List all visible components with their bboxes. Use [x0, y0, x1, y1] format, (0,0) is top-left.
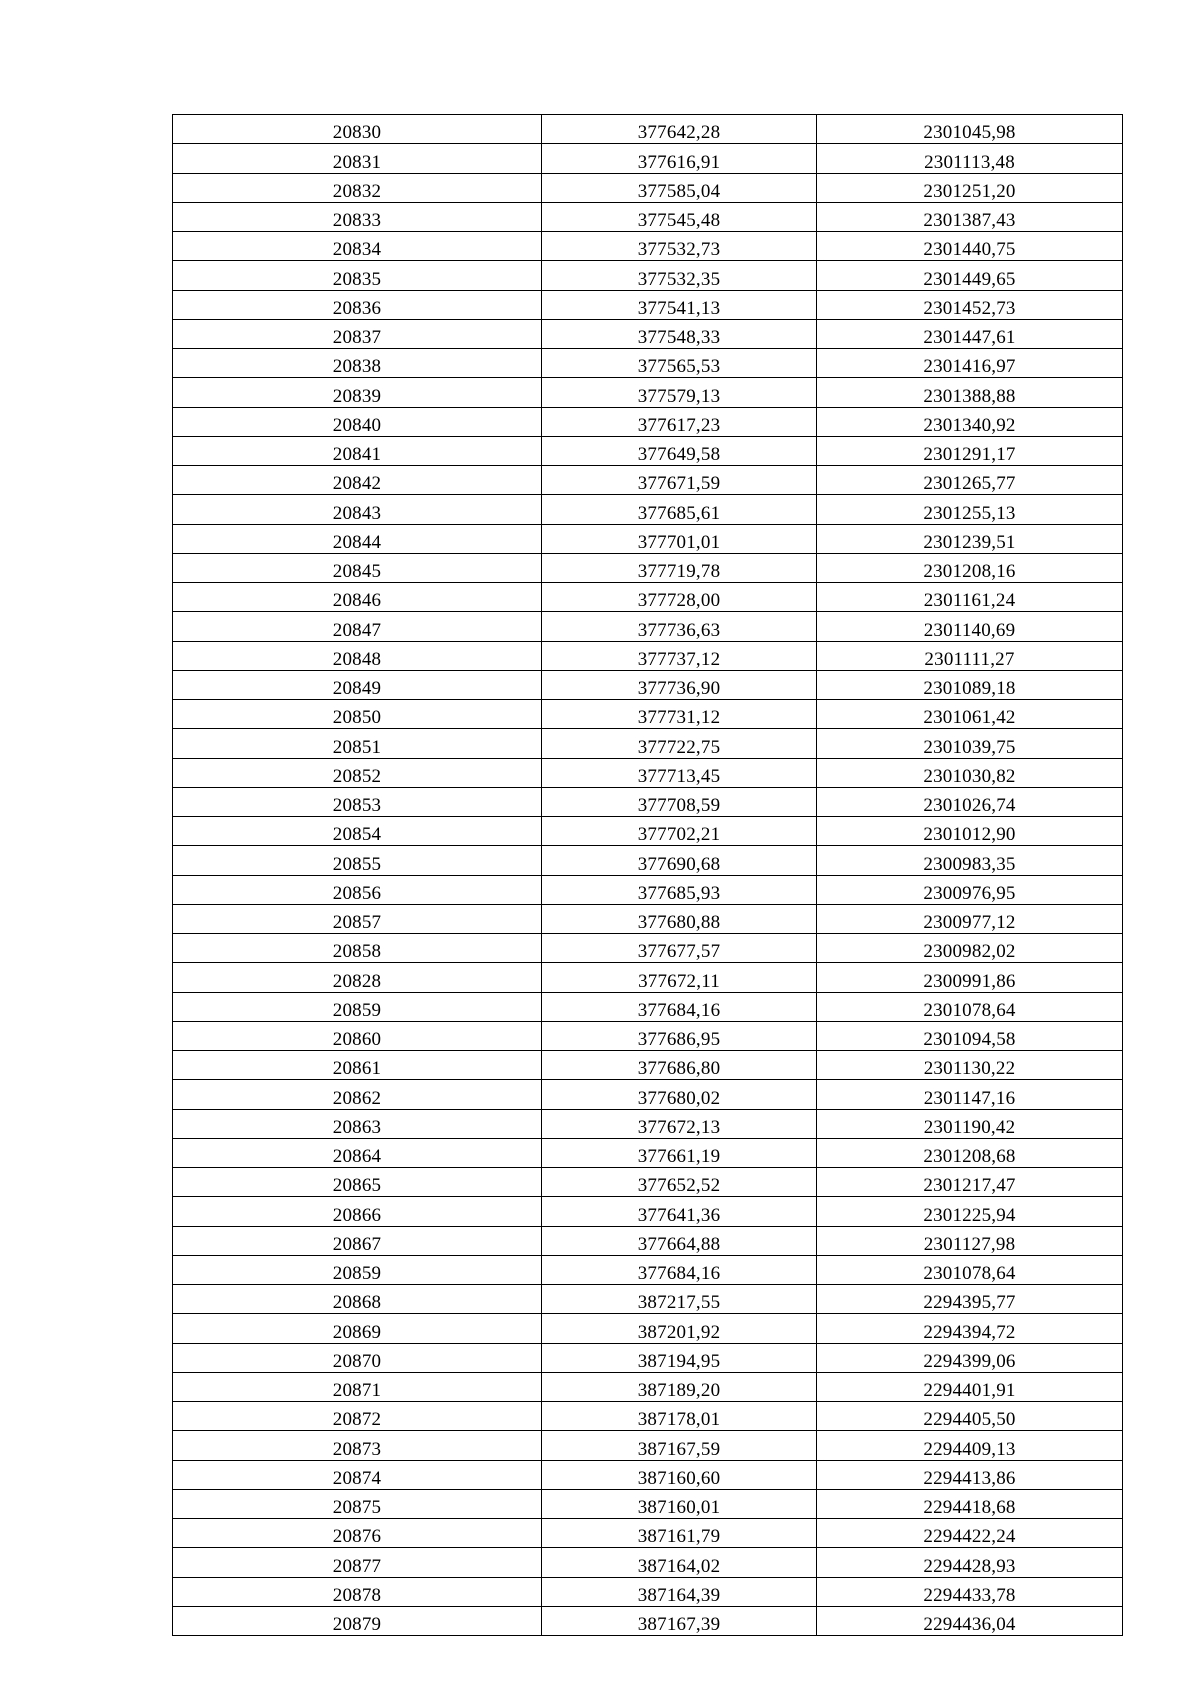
table-row: [173, 583, 1123, 612]
table-row: [173, 1402, 1123, 1431]
point-number-cell: 20830: [173, 115, 542, 144]
point-number-cell: 20853: [173, 787, 542, 816]
x-coordinate-cell: 377680,88: [542, 904, 817, 933]
y-coordinate-cell: 2300976,95: [817, 875, 1123, 904]
point-number-cell: 20832: [173, 173, 542, 202]
point-number-cell: 20843: [173, 495, 542, 524]
y-coordinate-cell: 2294409,13: [817, 1431, 1123, 1460]
table-row: [173, 1489, 1123, 1518]
point-number-cell: 20876: [173, 1519, 542, 1548]
y-coordinate-cell: 2301089,18: [817, 670, 1123, 699]
point-number-cell: 20868: [173, 1285, 542, 1314]
table-row: [173, 261, 1123, 290]
table-row: [173, 1372, 1123, 1401]
point-number-cell: 20871: [173, 1372, 542, 1401]
table-row: [173, 436, 1123, 465]
x-coordinate-cell: 377649,58: [542, 436, 817, 465]
point-number-cell: 20859: [173, 1255, 542, 1284]
table-row: [173, 1080, 1123, 1109]
point-number-cell: 20866: [173, 1197, 542, 1226]
y-coordinate-cell: 2301452,73: [817, 290, 1123, 319]
x-coordinate-cell: 377686,95: [542, 1021, 817, 1050]
y-coordinate-cell: 2301127,98: [817, 1226, 1123, 1255]
x-coordinate-cell: 377641,36: [542, 1197, 817, 1226]
table-row: [173, 817, 1123, 846]
table-row: [173, 992, 1123, 1021]
y-coordinate-cell: 2294399,06: [817, 1343, 1123, 1372]
x-coordinate-cell: 387160,60: [542, 1460, 817, 1489]
y-coordinate-cell: 2300982,02: [817, 934, 1123, 963]
table-row: [173, 1226, 1123, 1255]
y-coordinate-cell: 2301012,90: [817, 817, 1123, 846]
table-row: [173, 495, 1123, 524]
x-coordinate-cell: 377680,02: [542, 1080, 817, 1109]
point-number-cell: 20839: [173, 378, 542, 407]
y-coordinate-cell: 2301255,13: [817, 495, 1123, 524]
x-coordinate-cell: 377617,23: [542, 407, 817, 436]
table-row: [173, 349, 1123, 378]
table-row: [173, 173, 1123, 202]
y-coordinate-cell: 2301208,16: [817, 553, 1123, 582]
x-coordinate-cell: 377684,16: [542, 1255, 817, 1284]
point-number-cell: 20865: [173, 1168, 542, 1197]
table-row: [173, 290, 1123, 319]
x-coordinate-cell: 377685,93: [542, 875, 817, 904]
table-row: [173, 407, 1123, 436]
table-row: [173, 1255, 1123, 1284]
point-number-cell: 20835: [173, 261, 542, 290]
point-number-cell: 20875: [173, 1489, 542, 1518]
table-row: [173, 1021, 1123, 1050]
x-coordinate-cell: 377565,53: [542, 349, 817, 378]
table-row: [173, 934, 1123, 963]
y-coordinate-cell: 2294395,77: [817, 1285, 1123, 1314]
table-row: [173, 553, 1123, 582]
point-number-cell: 20877: [173, 1548, 542, 1577]
table-row: [173, 1168, 1123, 1197]
table-row: [173, 319, 1123, 348]
x-coordinate-cell: 377737,12: [542, 641, 817, 670]
y-coordinate-cell: 2294422,24: [817, 1519, 1123, 1548]
point-number-cell: 20844: [173, 524, 542, 553]
x-coordinate-cell: 377713,45: [542, 758, 817, 787]
point-number-cell: 20878: [173, 1577, 542, 1606]
y-coordinate-cell: 2294418,68: [817, 1489, 1123, 1518]
y-coordinate-cell: 2301045,98: [817, 115, 1123, 144]
y-coordinate-cell: 2301449,65: [817, 261, 1123, 290]
x-coordinate-cell: 377702,21: [542, 817, 817, 846]
table-row: [173, 729, 1123, 758]
table-row: [173, 1519, 1123, 1548]
x-coordinate-cell: 387167,59: [542, 1431, 817, 1460]
y-coordinate-cell: 2301078,64: [817, 1255, 1123, 1284]
y-coordinate-cell: 2301217,47: [817, 1168, 1123, 1197]
table-row: [173, 232, 1123, 261]
y-coordinate-cell: 2301113,48: [817, 144, 1123, 173]
table-row: [173, 1577, 1123, 1606]
point-number-cell: 20854: [173, 817, 542, 846]
x-coordinate-cell: 377642,28: [542, 115, 817, 144]
table-row: [173, 1197, 1123, 1226]
point-number-cell: 20863: [173, 1109, 542, 1138]
x-coordinate-cell: 377722,75: [542, 729, 817, 758]
y-coordinate-cell: 2294433,78: [817, 1577, 1123, 1606]
x-coordinate-cell: 377686,80: [542, 1051, 817, 1080]
point-number-cell: 20862: [173, 1080, 542, 1109]
table-row: [173, 963, 1123, 992]
table-row: [173, 378, 1123, 407]
point-number-cell: 20833: [173, 202, 542, 231]
table-row: [173, 612, 1123, 641]
y-coordinate-cell: 2301447,61: [817, 319, 1123, 348]
point-number-cell: 20840: [173, 407, 542, 436]
table-row: [173, 144, 1123, 173]
table-row: [173, 115, 1123, 144]
table-row: [173, 1051, 1123, 1080]
y-coordinate-cell: 2301026,74: [817, 787, 1123, 816]
x-coordinate-cell: 377541,13: [542, 290, 817, 319]
x-coordinate-cell: 377532,73: [542, 232, 817, 261]
y-coordinate-cell: 2294428,93: [817, 1548, 1123, 1577]
point-number-cell: 20859: [173, 992, 542, 1021]
y-coordinate-cell: 2301147,16: [817, 1080, 1123, 1109]
x-coordinate-cell: 377719,78: [542, 553, 817, 582]
y-coordinate-cell: 2301251,20: [817, 173, 1123, 202]
y-coordinate-cell: 2301239,51: [817, 524, 1123, 553]
table-row: [173, 466, 1123, 495]
x-coordinate-cell: 377728,00: [542, 583, 817, 612]
x-coordinate-cell: 387161,79: [542, 1519, 817, 1548]
point-number-cell: 20845: [173, 553, 542, 582]
x-coordinate-cell: 377652,52: [542, 1168, 817, 1197]
table-row: [173, 846, 1123, 875]
y-coordinate-cell: 2301130,22: [817, 1051, 1123, 1080]
y-coordinate-cell: 2301388,88: [817, 378, 1123, 407]
x-coordinate-cell: 377548,33: [542, 319, 817, 348]
point-number-cell: 20850: [173, 700, 542, 729]
x-coordinate-cell: 377736,90: [542, 670, 817, 699]
point-number-cell: 20869: [173, 1314, 542, 1343]
y-coordinate-cell: 2301078,64: [817, 992, 1123, 1021]
y-coordinate-cell: 2301440,75: [817, 232, 1123, 261]
y-coordinate-cell: 2301140,69: [817, 612, 1123, 641]
table-row: [173, 758, 1123, 787]
y-coordinate-cell: 2294405,50: [817, 1402, 1123, 1431]
x-coordinate-cell: 387217,55: [542, 1285, 817, 1314]
y-coordinate-cell: 2301111,27: [817, 641, 1123, 670]
point-number-cell: 20857: [173, 904, 542, 933]
x-coordinate-cell: 377616,91: [542, 144, 817, 173]
point-number-cell: 20858: [173, 934, 542, 963]
y-coordinate-cell: 2301387,43: [817, 202, 1123, 231]
y-coordinate-cell: 2301291,17: [817, 436, 1123, 465]
x-coordinate-cell: 387201,92: [542, 1314, 817, 1343]
y-coordinate-cell: 2301030,82: [817, 758, 1123, 787]
x-coordinate-cell: 387178,01: [542, 1402, 817, 1431]
table-row: [173, 1431, 1123, 1460]
point-number-cell: 20834: [173, 232, 542, 261]
table-row: [173, 1285, 1123, 1314]
point-number-cell: 20872: [173, 1402, 542, 1431]
table-row: [173, 641, 1123, 670]
point-number-cell: 20864: [173, 1138, 542, 1167]
coordinate-table-body: [173, 115, 1123, 1636]
point-number-cell: 20879: [173, 1606, 542, 1635]
point-number-cell: 20841: [173, 436, 542, 465]
x-coordinate-cell: 377532,35: [542, 261, 817, 290]
table-row: [173, 904, 1123, 933]
x-coordinate-cell: 377685,61: [542, 495, 817, 524]
x-coordinate-cell: 387167,39: [542, 1606, 817, 1635]
y-coordinate-cell: 2301161,24: [817, 583, 1123, 612]
y-coordinate-cell: 2294413,86: [817, 1460, 1123, 1489]
point-number-cell: 20849: [173, 670, 542, 699]
point-number-cell: 20861: [173, 1051, 542, 1080]
x-coordinate-cell: 377731,12: [542, 700, 817, 729]
point-number-cell: 20870: [173, 1343, 542, 1372]
x-coordinate-cell: 377661,19: [542, 1138, 817, 1167]
table-row: [173, 524, 1123, 553]
table-row: [173, 1606, 1123, 1635]
y-coordinate-cell: 2300983,35: [817, 846, 1123, 875]
x-coordinate-cell: 387160,01: [542, 1489, 817, 1518]
x-coordinate-cell: 377579,13: [542, 378, 817, 407]
table-row: [173, 1460, 1123, 1489]
x-coordinate-cell: 387164,39: [542, 1577, 817, 1606]
x-coordinate-cell: 387189,20: [542, 1372, 817, 1401]
x-coordinate-cell: 377684,16: [542, 992, 817, 1021]
table-row: [173, 1314, 1123, 1343]
table-row: [173, 202, 1123, 231]
point-number-cell: 20847: [173, 612, 542, 641]
table-row: [173, 700, 1123, 729]
y-coordinate-cell: 2300991,86: [817, 963, 1123, 992]
point-number-cell: 20828: [173, 963, 542, 992]
x-coordinate-cell: 377671,59: [542, 466, 817, 495]
y-coordinate-cell: 2294436,04: [817, 1606, 1123, 1635]
y-coordinate-cell: 2301340,92: [817, 407, 1123, 436]
x-coordinate-cell: 387164,02: [542, 1548, 817, 1577]
table-row: [173, 670, 1123, 699]
x-coordinate-cell: 377677,57: [542, 934, 817, 963]
x-coordinate-cell: 377672,11: [542, 963, 817, 992]
y-coordinate-cell: 2301039,75: [817, 729, 1123, 758]
point-number-cell: 20852: [173, 758, 542, 787]
table-row: [173, 1343, 1123, 1372]
point-number-cell: 20842: [173, 466, 542, 495]
x-coordinate-cell: 377708,59: [542, 787, 817, 816]
point-number-cell: 20867: [173, 1226, 542, 1255]
point-number-cell: 20851: [173, 729, 542, 758]
x-coordinate-cell: 387194,95: [542, 1343, 817, 1372]
x-coordinate-cell: 377545,48: [542, 202, 817, 231]
y-coordinate-cell: 2301094,58: [817, 1021, 1123, 1050]
y-coordinate-cell: 2301190,42: [817, 1109, 1123, 1138]
point-number-cell: 20855: [173, 846, 542, 875]
y-coordinate-cell: 2294394,72: [817, 1314, 1123, 1343]
x-coordinate-cell: 377701,01: [542, 524, 817, 553]
point-number-cell: 20873: [173, 1431, 542, 1460]
y-coordinate-cell: 2301208,68: [817, 1138, 1123, 1167]
point-number-cell: 20856: [173, 875, 542, 904]
x-coordinate-cell: 377664,88: [542, 1226, 817, 1255]
x-coordinate-cell: 377736,63: [542, 612, 817, 641]
y-coordinate-cell: 2300977,12: [817, 904, 1123, 933]
point-number-cell: 20848: [173, 641, 542, 670]
table-row: [173, 1138, 1123, 1167]
point-number-cell: 20846: [173, 583, 542, 612]
point-number-cell: 20837: [173, 319, 542, 348]
x-coordinate-cell: 377672,13: [542, 1109, 817, 1138]
table-row: [173, 1109, 1123, 1138]
table-row: [173, 787, 1123, 816]
coordinate-table: [172, 114, 1123, 1636]
x-coordinate-cell: 377690,68: [542, 846, 817, 875]
y-coordinate-cell: 2301416,97: [817, 349, 1123, 378]
point-number-cell: 20836: [173, 290, 542, 319]
point-number-cell: 20860: [173, 1021, 542, 1050]
y-coordinate-cell: 2301061,42: [817, 700, 1123, 729]
point-number-cell: 20874: [173, 1460, 542, 1489]
point-number-cell: 20831: [173, 144, 542, 173]
y-coordinate-cell: 2301225,94: [817, 1197, 1123, 1226]
table-row: [173, 875, 1123, 904]
point-number-cell: 20838: [173, 349, 542, 378]
y-coordinate-cell: 2301265,77: [817, 466, 1123, 495]
table-row: [173, 1548, 1123, 1577]
y-coordinate-cell: 2294401,91: [817, 1372, 1123, 1401]
x-coordinate-cell: 377585,04: [542, 173, 817, 202]
